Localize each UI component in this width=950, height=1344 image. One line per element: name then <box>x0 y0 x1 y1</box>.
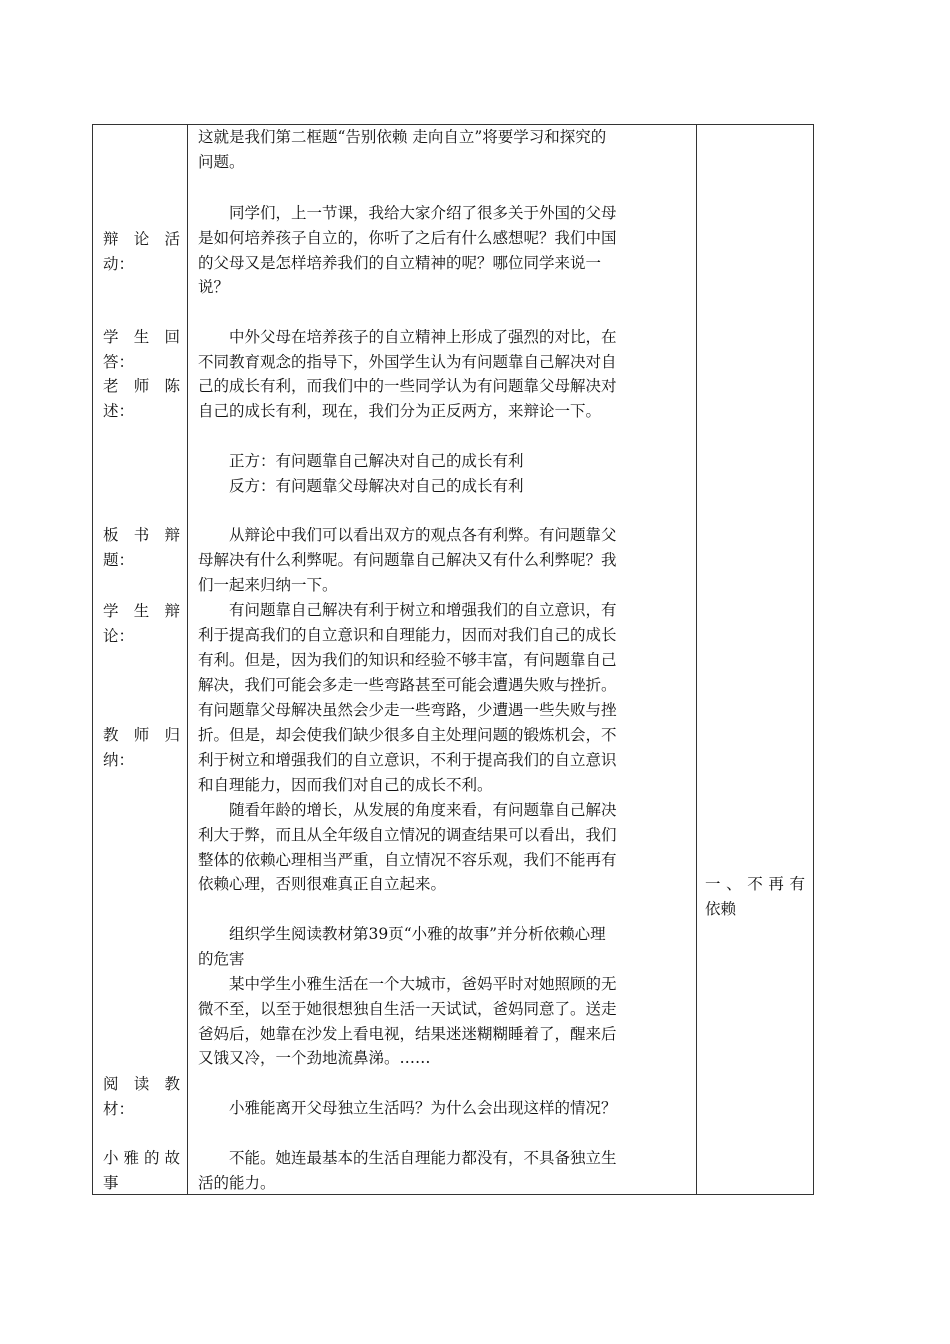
content-line: 解决，我们可能会多走一些弯路甚至可能会遭遇失败与挫折。 <box>198 676 617 694</box>
content-line: 己的成长有利，而我们中的一些同学认为有问题靠父母解决对 <box>198 377 617 395</box>
content-line: 这就是我们第二框题“告别依赖 走向自立”将要学习和探究的 <box>198 128 607 146</box>
content-line: 有利。但是，因为我们的知识和经验不够丰富，有问题靠自己 <box>198 651 617 669</box>
label-teacher-statement: 老 师 陈 述： <box>103 377 180 420</box>
debate-negative: 反方：有问题靠父母解决对自己的成长有利 <box>198 477 524 495</box>
content-line: 随看年龄的增长，从发展的角度来看，有问题靠自己解决 <box>198 801 617 819</box>
content-line: 自己的成长有利，现在，我们分为正反两方，来辩论一下。 <box>198 402 602 420</box>
debate-affirmative: 正方：有问题靠自己解决对自己的成长有利 <box>198 452 524 470</box>
label-student-debate: 学 生 辩 论： <box>103 602 180 645</box>
content-line: 中外父母在培养孩子的自立精神上形成了强烈的对比，在 <box>198 328 617 346</box>
section-heading: 一、不再有 依赖 <box>705 875 805 918</box>
content-line: 组织学生阅读教材第39页“小雅的故事”并分析依赖心理 <box>198 925 606 943</box>
content-line: 同学们，上一节课，我给大家介绍了很多关于外国的父母 <box>198 204 617 222</box>
label-board-topic: 板 书 辩 题： <box>103 526 180 569</box>
content-line: 爸妈后，她靠在沙发上看电视，结果迷迷糊糊睡着了，醒来后 <box>198 1025 617 1043</box>
content-line: 折。但是，却会使我们缺少很多自主处理问题的锻炼机会，不 <box>198 726 617 744</box>
label-debate-activity: 辩 论 活 动： <box>103 230 180 273</box>
content-line: 说？ <box>198 278 230 296</box>
content-line: 某中学生小雅生活在一个大城市，爸妈平时对她照顾的无 <box>198 975 617 993</box>
column-divider-right <box>696 124 697 1195</box>
content-line: 从辩论中我们可以看出双方的观点各有利弊。有问题靠父 <box>198 526 617 544</box>
content-line: 和自理能力，因而我们对自己的成长不利。 <box>198 776 493 794</box>
content-line: 又饿又冷，一个劲地流鼻涕。…… <box>198 1049 431 1067</box>
content-line: 活的能力。 <box>198 1174 276 1192</box>
content-line: 依赖心理，否则很难真正自立起来。 <box>198 875 447 893</box>
content-line: 利于提高我们的自立意识和自理能力，因而对我们自己的成长 <box>198 626 617 644</box>
content-line: 的危害 <box>198 950 245 968</box>
content-line: 的父母又是怎样培养我们的自立精神的呢？哪位同学来说一 <box>198 254 602 272</box>
label-read-textbook: 阅 读 教 材： <box>103 1075 180 1118</box>
corner-mark <box>92 124 98 125</box>
content-line: 小雅能离开父母独立生活吗？为什么会出现这样的情况？ <box>198 1099 617 1117</box>
label-teacher-summary: 教 师 归 纳： <box>103 726 180 769</box>
content-line: 不同教育观念的指导下，外国学生认为有问题靠自己解决对自 <box>198 353 617 371</box>
content-line: 利于树立和增强我们的自立意识，不利于提高我们的自立意识 <box>198 751 617 769</box>
content-line: 利大于弊，而且从全年级自立情况的调查结果可以看出，我们 <box>198 826 617 844</box>
column-divider-left <box>187 124 188 1195</box>
content-line: 们一起来归纳一下。 <box>198 576 338 594</box>
content-line: 有问题靠自己解决有利于树立和增强我们的自立意识，有 <box>198 601 617 619</box>
content-line: 整体的依赖心理相当严重，自立情况不容乐观，我们不能再有 <box>198 851 617 869</box>
content-line: 母解决有什么利弊呢。有问题靠自己解决又有什么利弊呢？我 <box>198 551 617 569</box>
content-line: 不能。她连最基本的生活自理能力都没有，不具备独立生 <box>198 1149 617 1167</box>
content-line: 是如何培养孩子自立的，你听了之后有什么感想呢？我们中国 <box>198 229 617 247</box>
content-line: 问题。 <box>198 153 245 171</box>
content-line: 微不至，以至于她很想独自生活一天试试，爸妈同意了。送走 <box>198 1000 617 1018</box>
content-line: 有问题靠父母解决虽然会少走一些弯路，少遭遇一些失败与挫 <box>198 701 617 719</box>
label-student-answer: 学 生 回 答： <box>103 328 180 371</box>
label-xiaoya-story: 小雅的故 事 <box>103 1149 180 1192</box>
